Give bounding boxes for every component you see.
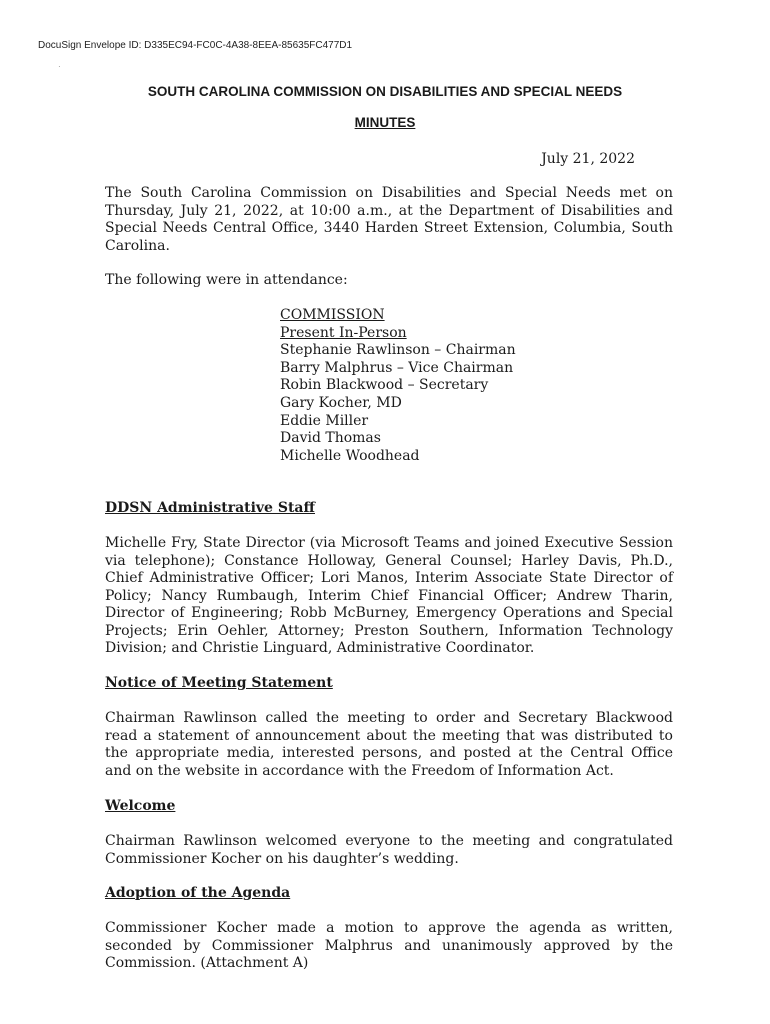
welcome-paragraph: Chairman Rawlinson welcomed everyone to the meeting and congratulated Commissioner Kocher on his daughter’s wedding. [105, 833, 673, 867]
welcome-heading: Welcome [105, 798, 176, 814]
document-title: MINUTES [354, 115, 416, 130]
commission-member: Michelle Woodhead [280, 447, 420, 464]
commission-attendance-list [280, 307, 516, 465]
margin-mark: · [58, 62, 61, 71]
commission-heading: COMMISSION [280, 307, 385, 323]
commission-member: Barry Malphrus – Vice Chairman [280, 359, 514, 376]
commission-member: Stephanie Rawlinson – Chairman [280, 342, 516, 359]
agenda-heading: Adoption of the Agenda [105, 885, 291, 901]
meeting-date: July 21, 2022 [541, 151, 635, 167]
notice-heading: Notice of Meeting Statement [105, 675, 333, 691]
commission-member: Robin Blackwood – Secretary [280, 377, 489, 394]
commission-subheading: Present In-Person [280, 324, 407, 341]
attendance-intro: The following were in attendance: [105, 272, 348, 288]
notice-paragraph: Chairman Rawlinson called the meeting to order and Secretary Blackwood read a statement of announcement about the meeting that was distributed to the appropriate media, interested persons, and posted at the Central Office and on the website in accordance with the Freedom of Information Act. [105, 710, 673, 779]
agenda-paragraph: Commissioner Kocher made a motion to approve the agenda as written, seconded by Commissioner Malphrus and unanimously approved by the Commission. (Attachment A) [105, 920, 673, 971]
staff-heading: DDSN Administrative Staff [105, 500, 315, 516]
commission-member: Eddie Miller [280, 412, 369, 429]
docusign-envelope-id: DocuSign Envelope ID: D335EC94-FC0C-4A38-8EEA-85635FC477D1 [38, 40, 353, 51]
commission-member: Gary Kocher, MD [280, 394, 402, 411]
commission-member: David Thomas [280, 430, 381, 447]
organization-title: SOUTH CAROLINA COMMISSION ON DISABILITIES AND SPECIAL NEEDS [147, 84, 623, 99]
staff-paragraph: Michelle Fry, State Director (via Microsoft Teams and joined Executive Session via telephone); Constance Holloway, General Counsel; Harley Davis, Ph.D., Chief Administrative Officer; Lori Manos, Interim Associate State Director of Policy; Nancy Rumbaugh, Interim Chief Financial Officer; Andrew Tharin, Director of Engineering; Robb McBurney, Emergency Operations and Special Projects; Erin Oehler, Attorney; Preston Southern, Information Technology Division; and Christie Linguard, Administrative Coordinator. [105, 535, 673, 656]
intro-paragraph: The South Carolina Commission on Disabilities and Special Needs met on Thursday, July 21, 2022, at 10:00 a.m., at the Department of Disabilities and Special Needs Central Office, 3440 Harden Street Extension, Columbia, South Carolina. [105, 185, 673, 254]
